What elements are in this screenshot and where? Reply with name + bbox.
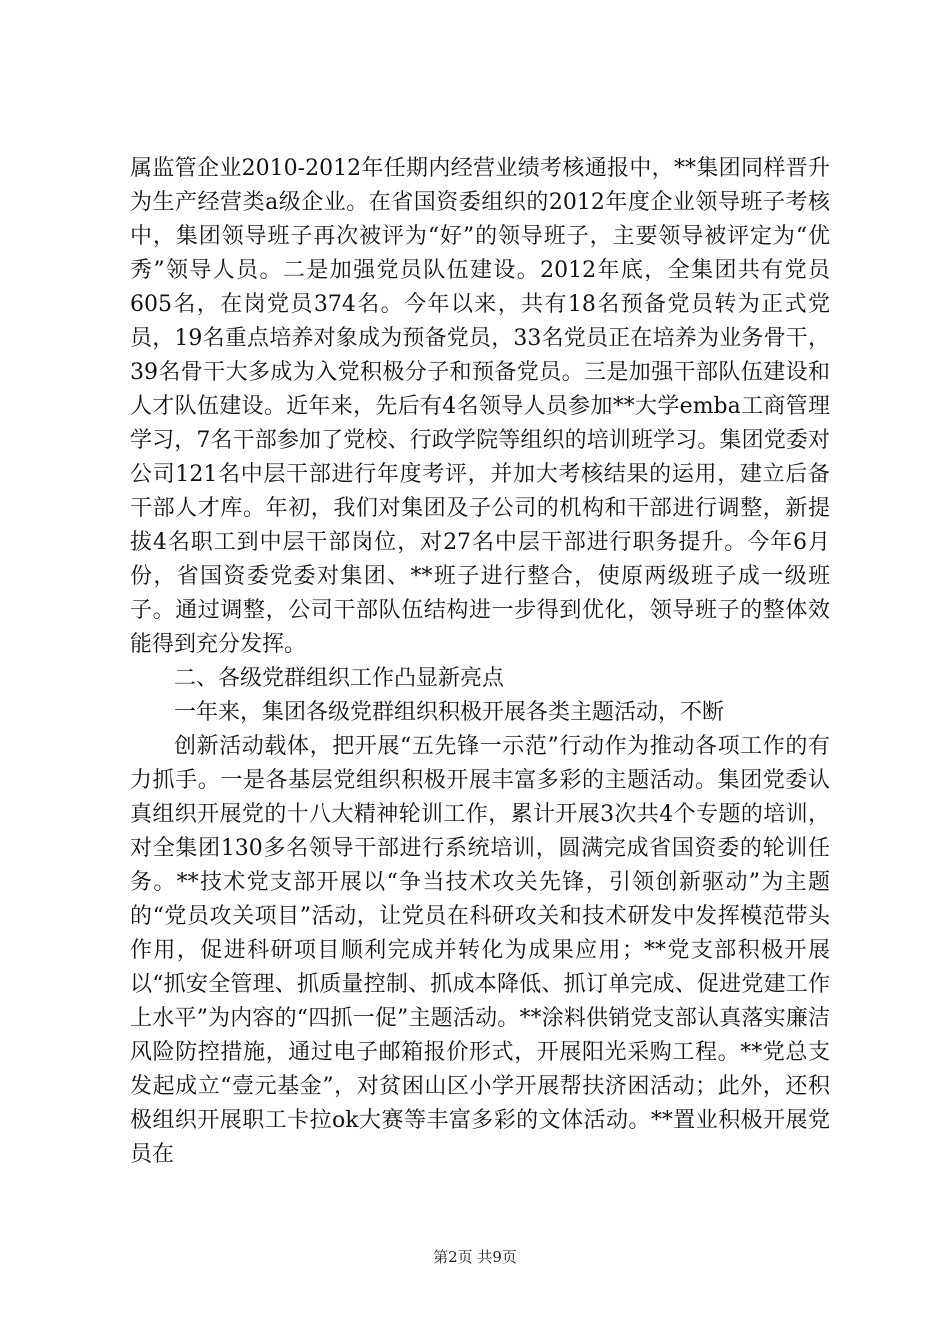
- paragraph-continued: 属监管企业2010-2012年任期内经营业绩考核通报中，**集团同样晋升为生产经营类a级企业。在省国资委组织的2012年度企业领导班子考核中，集团领导班子再次被评为“好”的领导班子，主要领导被评定为“优秀”领导人员。二是加强党员队伍建设。2012年底，全集团共有党员605名，在岗党员374名。今年以来，共有18名预备党员转为正式党员，19名重点培养对象成为预备党员，33名党员正在培养为业务骨干，39名骨干大多成为入党积极分子和预备党员。三是加强干部队伍建设和人才队伍建设。近年来，先后有4名领导人员参加**大学emba工商管理学习，7名干部参加了党校、行政学院等组织的培训班学习。集团党委对公司121名中层干部进行年度考评，并加大考核结果的运用，建立后备干部人才库。年初，我们对集团及子公司的机构和干部进行调整，新提拔4名职工到中层干部岗位，对27名中层干部进行职务提升。今年6月份，省国资委党委对集团、**班子进行整合，使原两级班子成一级班子。通过调整，公司干部队伍结构进一步得到优化，领导班子的整体效能得到充分发挥。: [130, 156, 830, 657]
- paragraph-intro: 一年来，集团各级党群组织积极开展各类主题活动，不断: [174, 700, 725, 725]
- page-number-footer: 第2页 共9页: [433, 1248, 517, 1266]
- document-body: [130, 152, 830, 1172]
- section-heading: 二、各级党群组织工作凸显新亮点: [174, 666, 505, 691]
- paragraph-activities: 创新活动载体，把开展“五先锋一示范”行动作为推动各项工作的有力抓手。一是各基层党组织积极开展丰富多彩的主题活动。集团党委认真组织开展党的十八大精神轮训工作，累计开展3次共4个专题的培训，对全集团130多名领导干部进行系统培训，圆满完成省国资委的轮训任务。**技术党支部开展以“争当技术攻关先锋，引领创新驱动”为主题的“党员攻关项目”活动，让党员在科研攻关和技术研发中发挥模范带头作用，促进科研项目顺利完成并转化为成果应用；**党支部积极开展以“抓安全管理、抓质量控制、抓成本降低、抓订单完成、促进党建工作上水平”为内容的“四抓一促”主题活动。**涂料供销党支部认真落实廉洁风险防控措施，通过电子邮箱报价形式，开展阳光采购工程。**党总支发起成立“壹元基金”，对贫困山区小学开展帮扶济困活动；此外，还积极组织开展职工卡拉ok大赛等丰富多彩的文体活动。**置业积极开展党员在: [130, 734, 830, 1167]
